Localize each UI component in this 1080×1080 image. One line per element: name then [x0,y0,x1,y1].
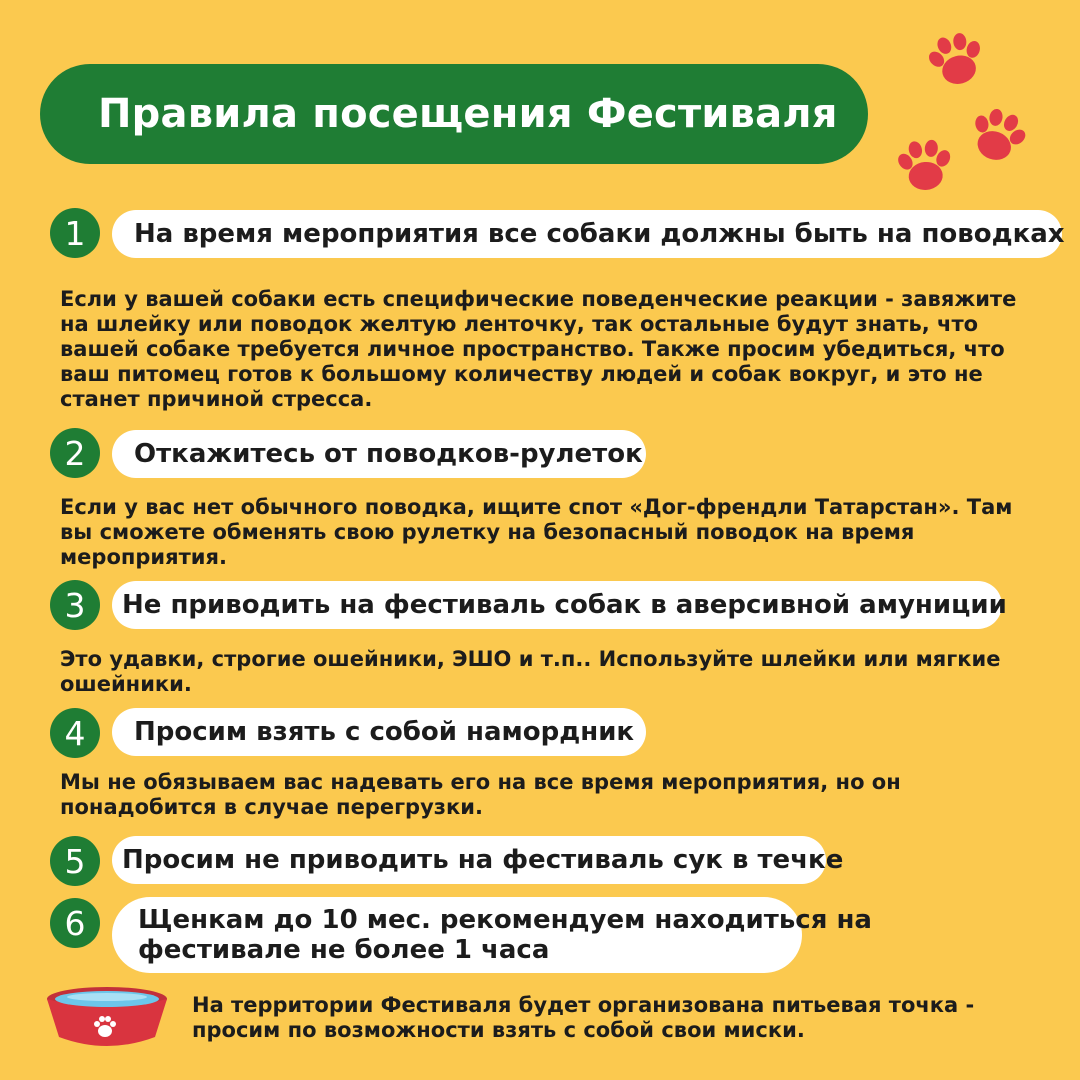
dog-bowl-icon [45,985,170,1050]
footer-note-line1: На территории Фестиваля будет организована питьевая точка - [192,993,975,1017]
rule-5-number: 5 [50,836,100,886]
rule-5-heading-text: Просим не приводить на фестиваль сук в течке [122,845,844,875]
rule-4-heading-text: Просим взять с собой намордник [134,717,635,747]
rule-6-heading [112,897,872,973]
rule-2-heading-text: Откажитесь от поводков-рулеток [134,439,643,469]
rule-1-heading [112,210,1065,258]
rule-3-description: Это удавки, строгие ошейники, ЭШО и т.п.. Используйте шлейки или мягкие ошейники. [60,647,1001,696]
rule-2-description: Если у вас нет обычного поводка, ищите спот «Дог-френдли Татарстан». Там вы сможете обменять свою рулетку на безопасный поводок на время мероприятия. [60,495,1013,569]
rule-1-heading-text: На время мероприятия все собаки должны быть на поводках [134,219,1065,249]
page-title [40,64,868,164]
rule-3-heading-text: Не приводить на фестиваль собак в аверсивной амуниции [122,590,1007,620]
rule-2-number: 2 [50,428,100,478]
rule-4-number: 4 [50,708,100,758]
rule-6-number: 6 [50,898,100,948]
paw-prints-icon [885,28,1045,208]
page-title-text: Правила посещения Фестиваля [98,91,838,137]
rule-1-number: 1 [50,208,100,258]
rule-3-heading [112,581,1007,629]
rule-6-heading-line1: Щенкам до 10 мес. рекомендуем находиться на [138,905,872,935]
rule-6-heading-line2: фестивале не более 1 часа [138,935,550,965]
rule-3-number: 3 [50,580,100,630]
rule-4-description: Мы не обязываем вас надевать его на все время мероприятия, но он понадобится в случае перегрузки. [60,770,901,819]
rule-2-heading [112,430,646,478]
rule-5-heading [112,836,844,884]
rule-1-description: Если у вашей собаки есть специфические поведенческие реакции - завяжите на шлейку или поводок желтую ленточку, так остальные будут знать, что вашей собаке требуется личное пространство. Также просим убедиться, что ваш питомец готов к большому количеству людей и собак вокруг, и это не станет причиной стресса. [60,287,1017,411]
rule-4-heading [112,708,646,756]
footer-note-line2: просим по возможности взять с собой свои миски. [192,1018,805,1042]
footer-note [192,993,1052,1043]
